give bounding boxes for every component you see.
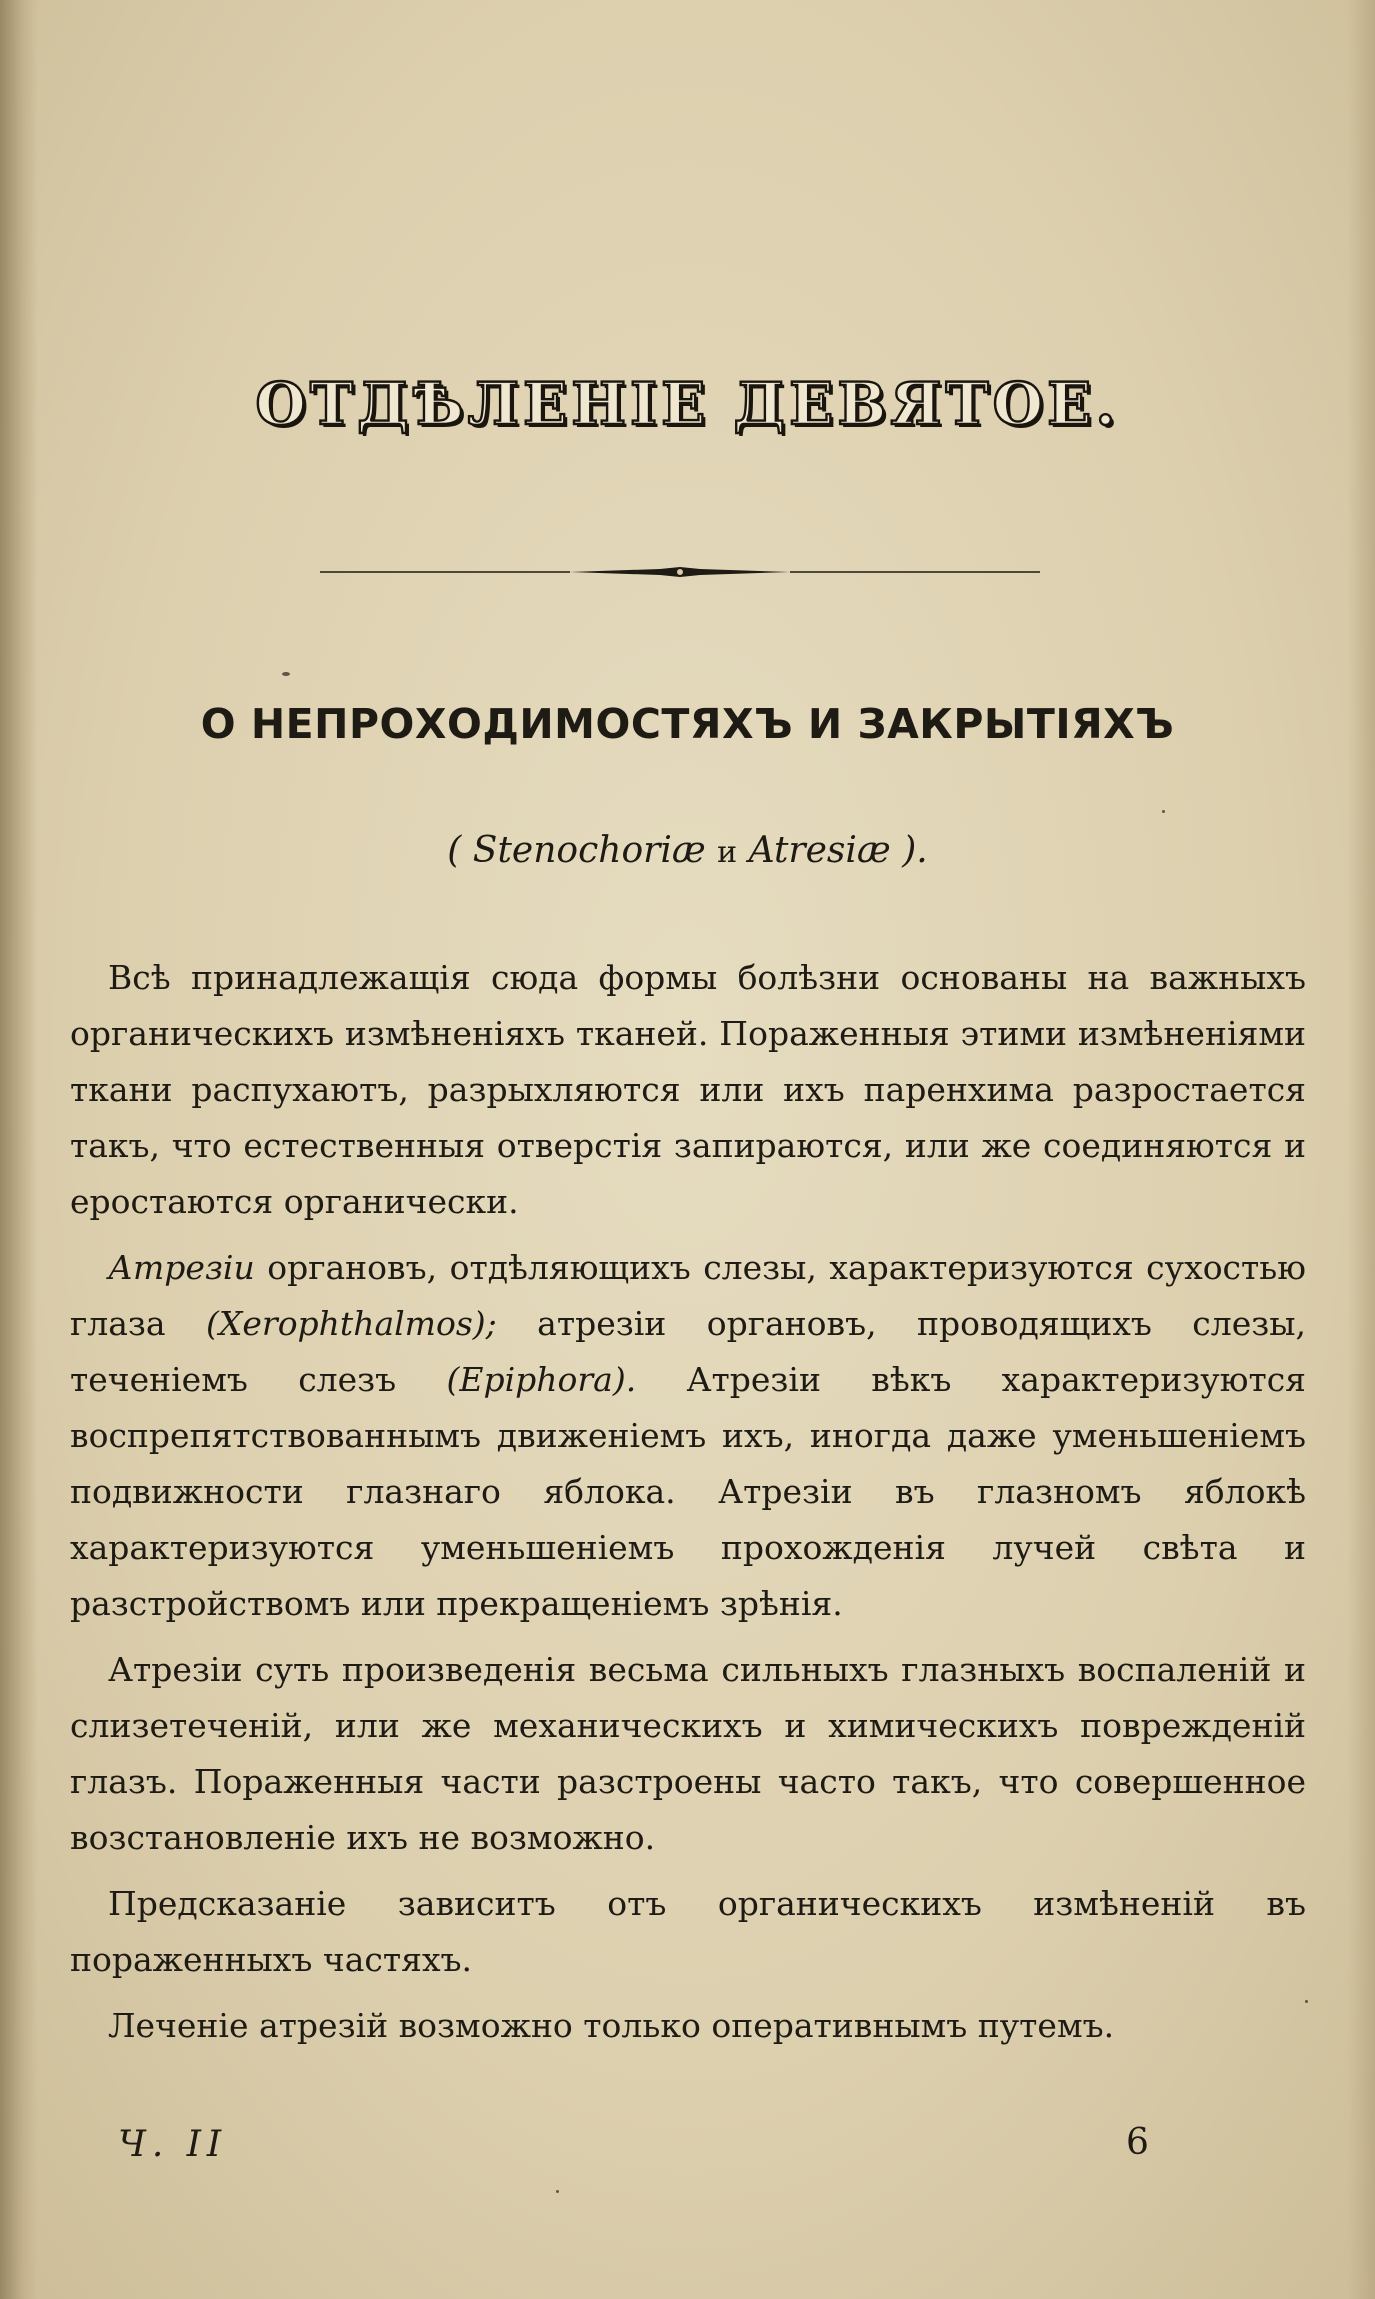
- paragraph-5: Леченіе атрезій возможно только оперативнымъ путемъ.: [108, 2006, 1115, 2045]
- term-epiphora: (Epiphora).: [446, 1360, 637, 1399]
- paragraph-2-part-b: атрезіи органовъ, проводящихъ слезы, теченіемъ слезъ: [70, 1304, 1306, 1399]
- subtitle-term-stenochoriae: Stenochoriæ: [472, 830, 706, 871]
- subtitle-term-atresiae: Atresiæ: [748, 830, 891, 871]
- subtitle-close-paren: ).: [902, 830, 928, 871]
- signature-mark: Ч. II: [118, 2124, 228, 2165]
- section-heading: ОТДѢЛЕНІЕ ДЕВЯТОЕ.: [255, 370, 1120, 438]
- signature-number: 6: [1126, 2122, 1149, 2163]
- chapter-subtitle: [0, 830, 1375, 871]
- subtitle-conjunction: и: [717, 835, 738, 870]
- paragraph-3: Атрезіи суть произведенія весьма сильныхъ глазныхъ воспаленій и слизетеченій, или же механическихъ и химическихъ поврежденій глазъ. Пораженныя части разстроены часто такъ, что совершенное возстановленіе ихъ не возможно.: [70, 1650, 1306, 1857]
- subtitle-open-paren: (: [447, 830, 462, 871]
- ink-speck: [282, 672, 290, 676]
- paragraph-2-lead: Атрезіи: [108, 1248, 255, 1287]
- paragraph-1: Всѣ принадлежащія сюда формы болѣзни основаны на важныхъ органическихъ измѣненіяхъ тканей. Пораженныя этими измѣненіями ткани распухаютъ, разрыхляются или ихъ паренхима разростается такъ, что естественныя отверстія запираются, или же соединяются и еростаются органически.: [70, 958, 1306, 1221]
- paragraph-2: [70, 1240, 1306, 1632]
- term-xerophthalmos: (Xerophthalmos);: [206, 1304, 497, 1343]
- paragraph-2-part-c: Атрезіи вѣкъ характеризуются воспрепятствованнымъ движеніемъ ихъ, иногда даже уменьшеніемъ подвижности глазнаго яблока. Атрезіи въ глазномъ яблокѣ характеризуются уменьшеніемъ прохожденія лучей свѣта и разстройствомъ или прекращеніемъ зрѣнія.: [70, 1360, 1306, 1623]
- body-text: [70, 950, 1306, 2064]
- ink-speck: [556, 2190, 559, 2193]
- chapter-title: О НЕПРОХОДИМОСТЯХЪ И ЗАКРЫТІЯХЪ: [200, 700, 1175, 748]
- paragraph-2-part-a: органовъ, отдѣляющихъ слезы, характеризуются сухостью глаза: [70, 1248, 1306, 1343]
- ink-speck: [1162, 810, 1165, 813]
- ornamental-rule: [320, 560, 1040, 584]
- paragraph-4: Предсказаніе зависитъ отъ органическихъ измѣненій въ пораженныхъ частяхъ.: [70, 1884, 1306, 1979]
- ink-speck: [1305, 2000, 1308, 2003]
